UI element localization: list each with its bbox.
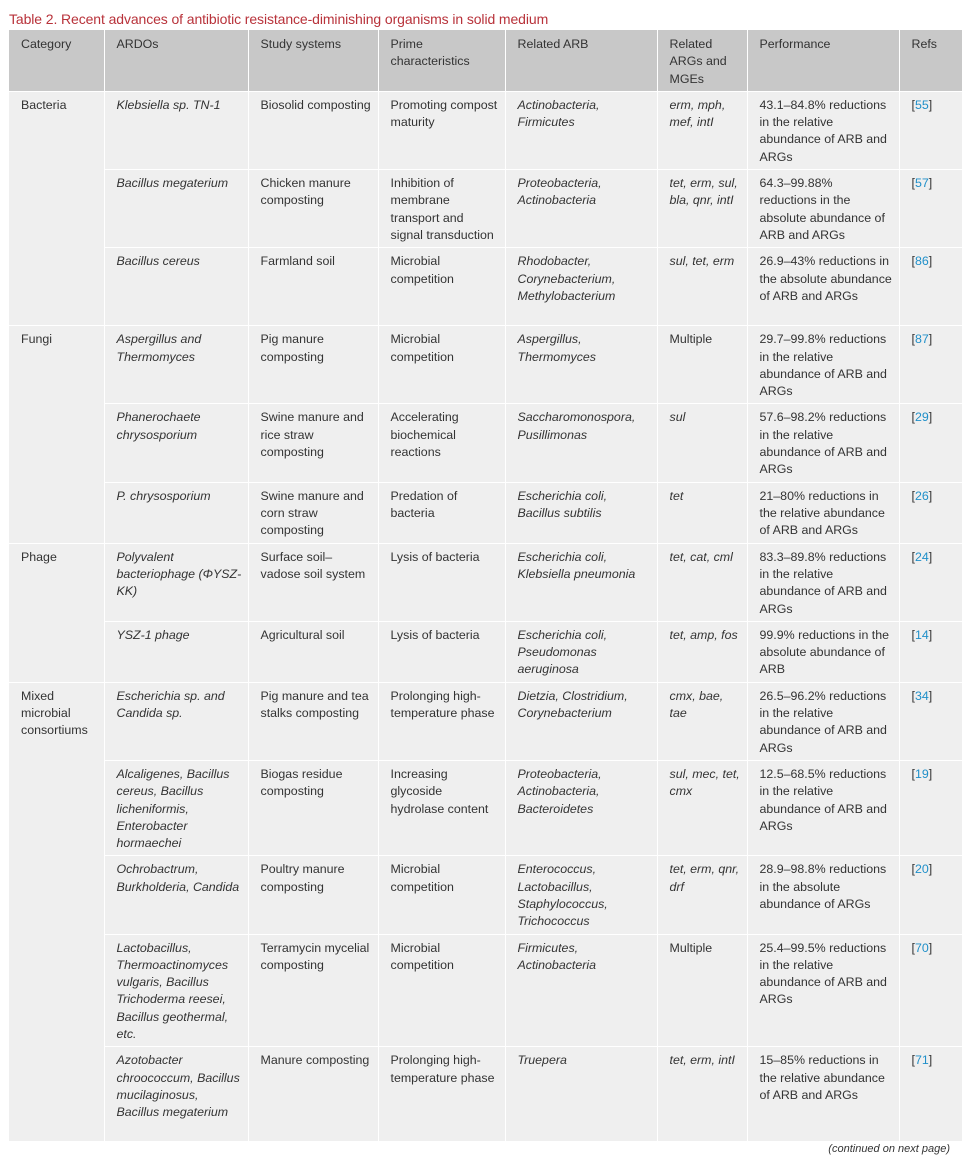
continued-note: (continued on next page) <box>828 1143 950 1155</box>
related-arb-cell: Actinobacteria, Firmicutes <box>505 91 657 169</box>
ref-link[interactable]: 26 <box>914 488 929 503</box>
table-row <box>9 482 962 543</box>
study-system-cell: Surface soil–vadose soil system <box>248 543 378 621</box>
ardo-cell: Escherichia sp. and Candida sp. <box>104 682 248 760</box>
related-args-cell: tet, amp, fos <box>657 621 747 682</box>
table-row <box>9 760 962 855</box>
related-arb-cell: Escherichia coli, Bacillus subtilis <box>505 482 657 543</box>
ref-link[interactable]: 55 <box>914 97 929 112</box>
ardo-cell: Phanerochaete chrysosporium <box>104 404 248 482</box>
table-row <box>9 1047 962 1142</box>
refs-cell: [19] <box>899 760 962 855</box>
ardo-cell: Alcaligenes, Bacillus cereus, Bacillus licheniformis, Enterobacter hormaechei <box>104 760 248 855</box>
ref-link[interactable]: 71 <box>914 1053 929 1068</box>
table-caption: Table 2. Recent advances of antibiotic resistance-diminishing organisms in solid medium <box>9 11 549 27</box>
table-row <box>9 682 962 760</box>
prime-characteristics-cell: Microbial competition <box>378 248 505 326</box>
refs-cell: [14] <box>899 621 962 682</box>
table-row <box>9 248 962 326</box>
table-row <box>9 326 962 404</box>
table-row <box>9 621 962 682</box>
performance-cell: 83.3–89.8% reductions in the relative abundance of ARB and ARGs <box>747 543 899 621</box>
ardo-cell: Aspergillus and Thermomyces <box>104 326 248 404</box>
related-arb-cell: Rhodobacter, Corynebacterium, Methylobacterium <box>505 248 657 326</box>
related-arb-cell: Firmicutes, Actinobacteria <box>505 934 657 1047</box>
ref-link[interactable]: 14 <box>914 627 929 642</box>
related-args-cell: sul <box>657 404 747 482</box>
performance-cell: 28.9–98.8% reductions in the absolute abundance of ARGs <box>747 856 899 934</box>
category-cell: Fungi <box>9 326 104 543</box>
performance-cell: 15–85% reductions in the relative abundance of ARB and ARGs <box>747 1047 899 1142</box>
prime-characteristics-cell: Inhibition of membrane transport and signal transduction <box>378 170 505 248</box>
ref-link[interactable]: 34 <box>914 688 929 703</box>
performance-cell: 26.5–96.2% reductions in the relative abundance of ARB and ARGs <box>747 682 899 760</box>
related-arb-cell: Proteobacteria, Actinobacteria <box>505 170 657 248</box>
related-arb-cell: Aspergillus, Thermomyces <box>505 326 657 404</box>
performance-cell: 99.9% reductions in the absolute abundance of ARB <box>747 621 899 682</box>
category-cell: Bacteria <box>9 91 104 325</box>
refs-cell: [34] <box>899 682 962 760</box>
study-system-cell: Biosolid composting <box>248 91 378 169</box>
data-table <box>9 30 962 1142</box>
col-header-category: Category <box>9 30 104 91</box>
prime-characteristics-cell: Accelerating biochemical reactions <box>378 404 505 482</box>
refs-cell: [71] <box>899 1047 962 1142</box>
category-cell: Phage <box>9 543 104 682</box>
ardo-cell: YSZ-1 phage <box>104 621 248 682</box>
ardo-cell: Lactobacillus, Thermoactinomyces vulgaris, Bacillus Trichoderma reesei, Bacillus geothermal, etc. <box>104 934 248 1047</box>
ardo-cell: Azotobacter chroococcum, Bacillus mucilaginosus, Bacillus megaterium <box>104 1047 248 1142</box>
prime-characteristics-cell: Prolonging high-temperature phase <box>378 682 505 760</box>
ref-link[interactable]: 19 <box>914 766 929 781</box>
col-header-performance: Performance <box>747 30 899 91</box>
table-row <box>9 170 962 248</box>
study-system-cell: Agricultural soil <box>248 621 378 682</box>
refs-cell: [24] <box>899 543 962 621</box>
performance-cell: 57.6–98.2% reductions in the relative abundance of ARB and ARGs <box>747 404 899 482</box>
related-arb-cell: Escherichia coli, Pseudomonas aeruginosa <box>505 621 657 682</box>
related-arb-cell: Escherichia coli, Klebsiella pneumonia <box>505 543 657 621</box>
study-system-cell: Pig manure composting <box>248 326 378 404</box>
header-row <box>9 30 962 91</box>
performance-cell: 26.9–43% reductions in the absolute abundance of ARB and ARGs <box>747 248 899 326</box>
ardo-cell: Ochrobactrum, Burkholderia, Candida <box>104 856 248 934</box>
prime-characteristics-cell: Lysis of bacteria <box>378 543 505 621</box>
related-args-cell: tet <box>657 482 747 543</box>
prime-characteristics-cell: Predation of bacteria <box>378 482 505 543</box>
ardo-cell: Polyvalent bacteriophage (ΦYSZ-KK) <box>104 543 248 621</box>
study-system-cell: Poultry manure composting <box>248 856 378 934</box>
performance-cell: 29.7–99.8% reductions in the relative abundance of ARB and ARGs <box>747 326 899 404</box>
ardo-cell: Klebsiella sp. TN-1 <box>104 91 248 169</box>
related-arb-cell: Truepera <box>505 1047 657 1142</box>
performance-cell: 21–80% reductions in the relative abundance of ARB and ARGs <box>747 482 899 543</box>
ref-link[interactable]: 24 <box>914 549 929 564</box>
ref-link[interactable]: 57 <box>914 176 929 191</box>
related-arb-cell: Dietzia, Clostridium, Corynebacterium <box>505 682 657 760</box>
performance-cell: 12.5–68.5% reductions in the relative abundance of ARB and ARGs <box>747 760 899 855</box>
related-args-cell: cmx, bae, tae <box>657 682 747 760</box>
refs-cell: [26] <box>899 482 962 543</box>
refs-cell: [29] <box>899 404 962 482</box>
ref-link[interactable]: 20 <box>914 862 929 877</box>
related-args-cell: sul, mec, tet, cmx <box>657 760 747 855</box>
performance-cell: 43.1–84.8% reductions in the relative abundance of ARB and ARGs <box>747 91 899 169</box>
study-system-cell: Farmland soil <box>248 248 378 326</box>
col-header-related-args: Related ARGs and MGEs <box>657 30 747 91</box>
table-row <box>9 934 962 1047</box>
related-arb-cell: Enterococcus, Lactobacillus, Staphylococcus, Trichococcus <box>505 856 657 934</box>
refs-cell: [57] <box>899 170 962 248</box>
study-system-cell: Swine manure and corn straw composting <box>248 482 378 543</box>
related-args-cell: Multiple <box>657 934 747 1047</box>
related-arb-cell: Saccharomonospora, Pusillimonas <box>505 404 657 482</box>
prime-characteristics-cell: Microbial competition <box>378 856 505 934</box>
related-args-cell: tet, erm, intI <box>657 1047 747 1142</box>
related-args-cell: tet, erm, qnr, drf <box>657 856 747 934</box>
col-header-related-arb: Related ARB <box>505 30 657 91</box>
prime-characteristics-cell: Promoting compost maturity <box>378 91 505 169</box>
refs-cell: [86] <box>899 248 962 326</box>
study-system-cell: Terramycin mycelial composting <box>248 934 378 1047</box>
performance-cell: 25.4–99.5% reductions in the relative abundance of ARB and ARGs <box>747 934 899 1047</box>
related-args-cell: tet, erm, sul, bla, qnr, intI <box>657 170 747 248</box>
col-header-study-systems: Study systems <box>248 30 378 91</box>
ref-link[interactable]: 70 <box>914 940 929 955</box>
col-header-refs: Refs <box>899 30 962 91</box>
refs-cell: [87] <box>899 326 962 404</box>
ardo-cell: P. chrysosporium <box>104 482 248 543</box>
table-row <box>9 543 962 621</box>
study-system-cell: Biogas residue composting <box>248 760 378 855</box>
ardo-cell: Bacillus megaterium <box>104 170 248 248</box>
study-system-cell: Chicken manure composting <box>248 170 378 248</box>
ref-link[interactable]: 29 <box>914 410 929 425</box>
related-args-cell: Multiple <box>657 326 747 404</box>
refs-cell: [55] <box>899 91 962 169</box>
ardo-cell: Bacillus cereus <box>104 248 248 326</box>
table-row <box>9 404 962 482</box>
related-arb-cell: Proteobacteria, Actinobacteria, Bacteroidetes <box>505 760 657 855</box>
study-system-cell: Pig manure and tea stalks composting <box>248 682 378 760</box>
study-system-cell: Swine manure and rice straw composting <box>248 404 378 482</box>
ref-link[interactable]: 87 <box>914 332 929 347</box>
refs-cell: [20] <box>899 856 962 934</box>
study-system-cell: Manure composting <box>248 1047 378 1142</box>
related-args-cell: tet, cat, cml <box>657 543 747 621</box>
prime-characteristics-cell: Prolonging high-temperature phase <box>378 1047 505 1142</box>
col-header-prime-characteristics: Prime characteristics <box>378 30 505 91</box>
performance-cell: 64.3–99.88% reductions in the absolute abundance of ARB and ARGs <box>747 170 899 248</box>
table-row <box>9 91 962 169</box>
col-header-ardos: ARDOs <box>104 30 248 91</box>
related-args-cell: sul, tet, erm <box>657 248 747 326</box>
related-args-cell: erm, mph, mef, intI <box>657 91 747 169</box>
prime-characteristics-cell: Microbial competition <box>378 934 505 1047</box>
prime-characteristics-cell: Microbial competition <box>378 326 505 404</box>
ref-link[interactable]: 86 <box>914 254 929 269</box>
prime-characteristics-cell: Lysis of bacteria <box>378 621 505 682</box>
refs-cell: [70] <box>899 934 962 1047</box>
category-cell: Mixed microbial consortiums <box>9 682 104 1142</box>
table-row <box>9 856 962 934</box>
prime-characteristics-cell: Increasing glycoside hydrolase content <box>378 760 505 855</box>
